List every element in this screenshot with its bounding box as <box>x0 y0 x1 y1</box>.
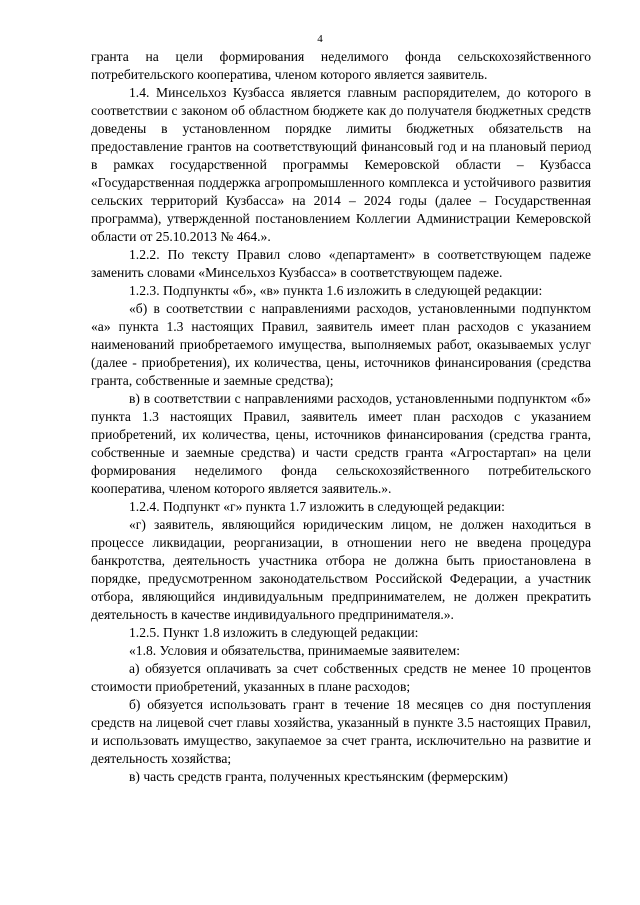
paragraph-subpoint-g: «г) заявитель, являющийся юридическим лицом, не должен находиться в процессе ликвидации, реорганизации, в отношении него не введена процедура банкротства, деятельность участника отбора не должна быть приостановлена в порядке, предусмотренном законодательством Российской Федерации, а участник отбора, являющийся индивидуальным предпринимателем, не должен прекратить деятельность в качестве индивидуального предпринимателя.». <box>91 517 591 622</box>
paragraph-1-8: «1.8. Условия и обязательства, принимаемые заявителем: <box>129 643 461 658</box>
paragraph-1-2-2: 1.2.2. По тексту Правил слово «департамент» в соответствующем падеже заменить словами «Минсельхоз Кузбасса» в соответствующем падеже. <box>91 247 591 280</box>
paragraph-continuation: гранта на цели формирования неделимого фонда сельскохозяйственного потребительского кооператива, членом которого является заявитель. <box>91 49 591 82</box>
paragraph-1-8-v: в) часть средств гранта, полученных крестьянским (фермерским) <box>129 769 508 784</box>
page-number: 4 <box>317 33 323 45</box>
paragraph-subpoint-b: «б) в соответствии с направлениями расходов, установленными подпунктом «а» пункта 1.3 настоящих Правил, заявитель имеет план расходов с указанием наименований приобретаемого имущества, выполняемых работ, оказываемых услуг (далее - приобретения), их количества, цены, источников финансирования (средства гранта, собственные и заемные средства); <box>91 301 591 388</box>
paragraph-1-2-4: 1.2.4. Подпункт «г» пункта 1.7 изложить в следующей редакции: <box>129 499 505 514</box>
paragraph-1-8-b: б) обязуется использовать грант в течение 18 месяцев со дня поступления средств на лицевой счет главы хозяйства, указанный в пункте 3.5 настоящих Правил, и использовать имущество, закупаемое за счет гранта, исключительно на развитие и деятельность хозяйства; <box>91 697 591 766</box>
paragraph-subpoint-v: в) в соответствии с направлениями расходов, установленными подпунктом «б» пункта 1.3 настоящих Правил, заявитель имеет план расходов с указанием приобретений, их количества, цены, источников финансирования (средства гранта, собственные и заемные средства) и части средств гранта «Агростартап» на цели формирования неделимого фонда сельскохозяйственного потребительского кооператива, членом которого является заявитель.». <box>91 391 591 496</box>
paragraph-1-4: 1.4. Минсельхоз Кузбасса является главным распорядителем, до которого в соответствии с законом об областном бюджете как до получателя бюджетных средств доведены в установленном порядке лимиты бюджетных обязательств на предоставление грантов на соответствующий финансовый год и на плановый период в рамках государственной программы Кемеровской области – Кузбасса «Государственная поддержка агропромышленного комплекса и устойчивого развития сельских территорий Кузбасса» на 2014 – 2024 годы (далее – Государственная программа), утвержденной постановлением Коллегии Администрации Кемеровской области от 25.10.2013 № 464.». <box>91 85 591 244</box>
paragraph-1-2-3: 1.2.3. Подпункты «б», «в» пункта 1.6 изложить в следующей редакции: <box>129 283 543 298</box>
paragraph-1-2-5: 1.2.5. Пункт 1.8 изложить в следующей редакции: <box>129 625 419 640</box>
paragraph-1-8-a: а) обязуется оплачивать за счет собственных средств не менее 10 процентов стоимости приобретений, указанных в плане расходов; <box>91 661 591 694</box>
document-body <box>91 48 591 786</box>
